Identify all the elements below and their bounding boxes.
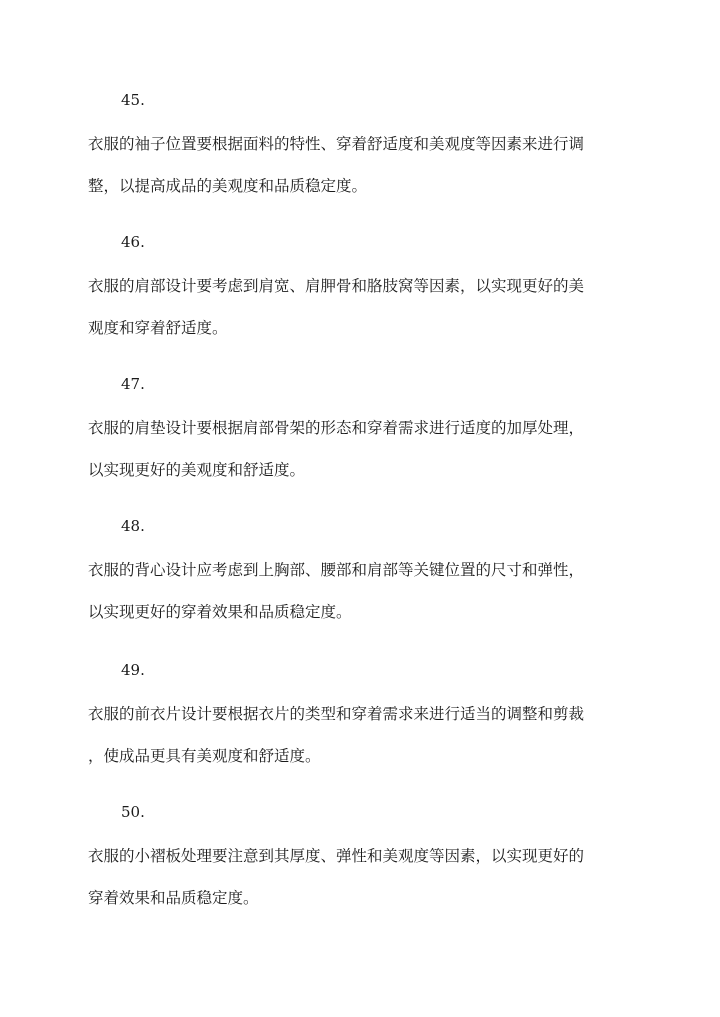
item-text-line: 衣服的肩部设计要考虑到肩宽、肩胛骨和胳肢窝等因素，以实现更好的美 [88, 277, 585, 295]
item-text-line: 衣服的小褶板处理要注意到其厚度、弹性和美观度等因素，以实现更好的 [88, 847, 585, 865]
item-number: 49. [121, 661, 145, 679]
item-number: 45. [121, 91, 145, 109]
item-number: 50. [121, 803, 145, 821]
item-text-line: 整，以提高成品的美观度和品质稳定度。 [88, 177, 368, 195]
item-text-line: 衣服的背心设计应考虑到上胸部、腰部和肩部等关键位置的尺寸和弹性， [88, 561, 585, 579]
item-text-line: 以实现更好的穿着效果和品质稳定度。 [88, 603, 352, 621]
item-text-line: 穿着效果和品质稳定度。 [88, 889, 259, 907]
item-text-line: 观度和穿着舒适度。 [88, 319, 228, 337]
item-number: 46. [121, 233, 145, 251]
item-text-line: 衣服的前衣片设计要根据衣片的类型和穿着需求来进行适当的调整和剪裁 [88, 705, 585, 723]
item-text-line: 衣服的袖子位置要根据面料的特性、穿着舒适度和美观度等因素来进行调 [88, 135, 585, 153]
item-text-line: 衣服的肩垫设计要根据肩部骨架的形态和穿着需求进行适度的加厚处理， [88, 419, 585, 437]
item-number: 48. [121, 517, 145, 535]
item-text-line: ，使成品更具有美观度和舒适度。 [88, 747, 321, 765]
item-number: 47. [121, 375, 145, 393]
item-text-line: 以实现更好的美观度和舒适度。 [88, 461, 306, 479]
